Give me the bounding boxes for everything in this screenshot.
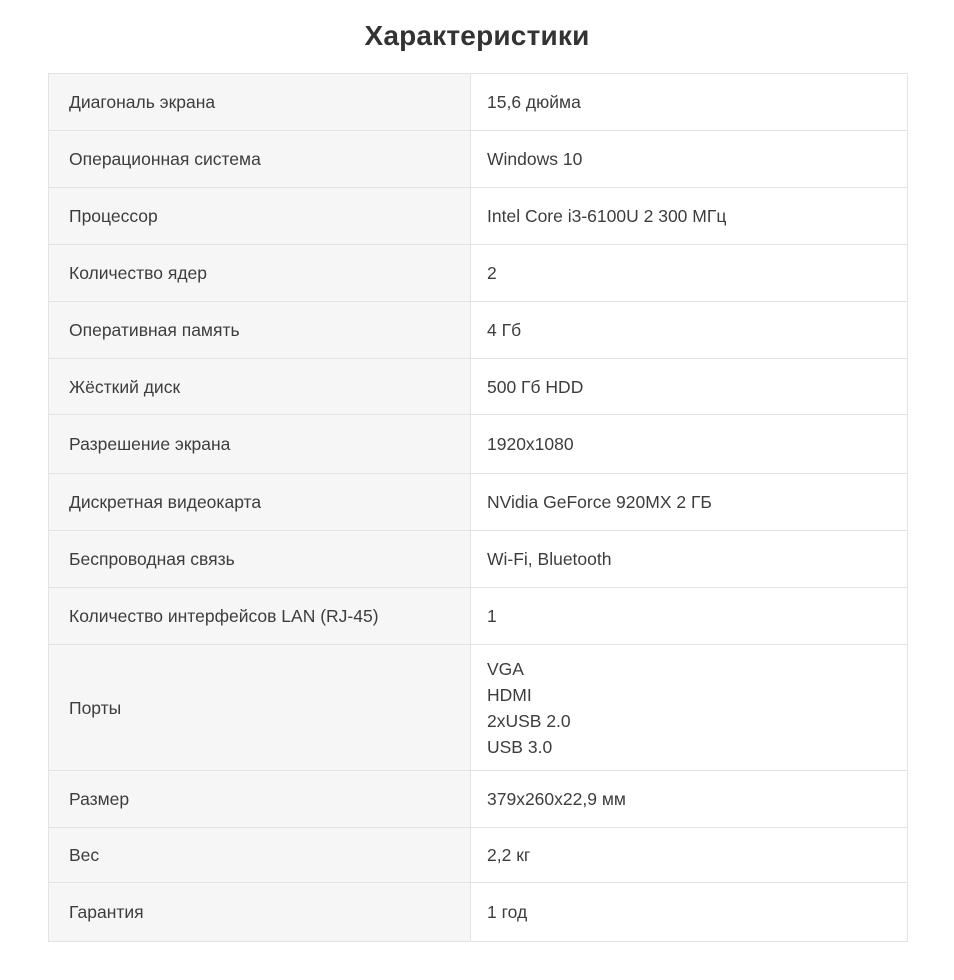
spec-label: Количество ядер [49,245,471,302]
spec-row-ram [49,302,908,359]
spec-row-resolution [49,415,908,474]
specs-table [48,73,908,942]
spec-value: 15,6 дюйма [471,74,908,131]
spec-row-size [49,771,908,828]
spec-label: Количество интерфейсов LAN (RJ-45) [49,588,471,645]
spec-label: Процессор [49,188,471,245]
spec-row-lan [49,588,908,645]
spec-value: 2 [471,245,908,302]
spec-value: Wi-Fi, Bluetooth [471,531,908,588]
spec-row-cores [49,245,908,302]
spec-row-wireless [49,531,908,588]
spec-label: Диагональ экрана [49,74,471,131]
spec-value: 1 год [471,883,908,942]
spec-value: 1920x1080 [471,415,908,474]
spec-value: 1 [471,588,908,645]
spec-row-weight [49,828,908,883]
spec-label: Разрешение экрана [49,415,471,474]
spec-label: Дискретная видеокарта [49,474,471,531]
spec-value: VGA HDMI 2xUSB 2.0 USB 3.0 [471,645,908,771]
spec-row-screen-diagonal [49,74,908,131]
spec-label: Размер [49,771,471,828]
spec-label: Вес [49,828,471,883]
spec-value: 2,2 кг [471,828,908,883]
spec-row-hdd [49,359,908,415]
spec-row-warranty [49,883,908,942]
spec-row-os [49,131,908,188]
spec-label: Жёсткий диск [49,359,471,415]
spec-row-gpu [49,474,908,531]
spec-label: Гарантия [49,883,471,942]
spec-value: NVidia GeForce 920MX 2 ГБ [471,474,908,531]
page-title: Характеристики [364,19,590,51]
spec-value: Intel Core i3-6100U 2 300 МГц [471,188,908,245]
spec-label: Беспроводная связь [49,531,471,588]
spec-row-cpu [49,188,908,245]
spec-label: Порты [49,645,471,771]
spec-label: Операционная система [49,131,471,188]
spec-label: Оперативная память [49,302,471,359]
specs-table-body [49,74,908,942]
spec-row-ports [49,645,908,771]
spec-value: Windows 10 [471,131,908,188]
spec-value: 4 Гб [471,302,908,359]
spec-value: 379x260x22,9 мм [471,771,908,828]
spec-value: 500 Гб HDD [471,359,908,415]
